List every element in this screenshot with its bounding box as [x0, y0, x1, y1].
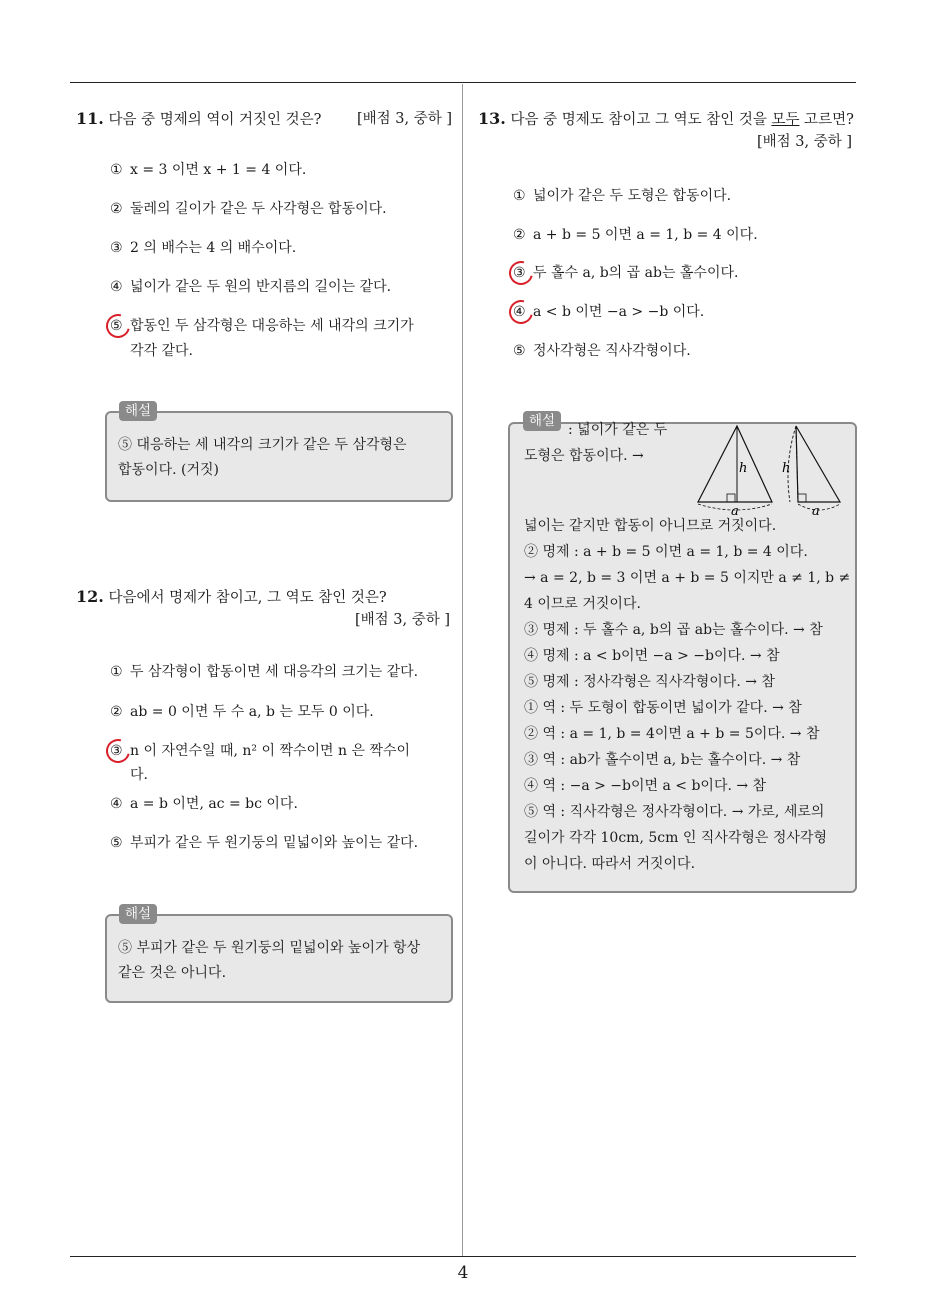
question-11	[76, 108, 454, 131]
q13-option-1[interactable]: ① 넓이가 같은 두 도형은 합동이다.	[513, 188, 732, 204]
question-13	[478, 108, 862, 153]
question-text: 다음 중 명제도 참이고 그 역도 참인 것을	[510, 112, 772, 128]
explanation-line: 4 이므로 거짓이다.	[524, 596, 641, 612]
q11-option-5-cont: 각각 같다.	[130, 343, 193, 359]
explanation-line: ① 역 : 두 도형이 합동이면 넓이가 같다. → 참	[524, 700, 802, 716]
explanation-line: ④ 역 : −a > −b이면 a < b이다. → 참	[524, 778, 767, 794]
question-12	[76, 586, 454, 631]
q12-option-5[interactable]: ⑤ 부피가 같은 두 원기둥의 밑넓이와 높이는 같다.	[110, 835, 419, 851]
q12-explanation-box	[105, 914, 453, 1003]
explanation-line: ④ 명제 : a < b이면 −a > −b이다. → 참	[524, 648, 780, 664]
triangle-figure	[694, 424, 844, 519]
figure-label-h: h	[739, 461, 748, 476]
points-row	[76, 609, 454, 631]
q11-option-1[interactable]: ① x = 3 이면 x + 1 = 4 이다.	[110, 162, 307, 178]
q11-option-2[interactable]: ② 둘레의 길이가 같은 두 사각형은 합동이다.	[110, 201, 387, 217]
question-text-end: 고르면?	[799, 112, 854, 128]
explanation-line: ③ 명제 : 두 홀수 a, b의 곱 ab는 홀수이다. → 참	[524, 622, 823, 638]
figure-label-a: a	[731, 504, 739, 519]
q13-option-5[interactable]: ⑤ 정사각형은 직사각형이다.	[513, 343, 691, 359]
q11-option-3[interactable]: ③ 2 의 배수는 4 의 배수이다.	[110, 240, 297, 256]
explanation-line: 넓이는 같지만 합동이 아니므로 거짓이다.	[524, 518, 777, 534]
q13-option-3[interactable]: ③ 두 홀수 a, b의 곱 ab는 홀수이다.	[513, 265, 739, 281]
q12-option-4[interactable]: ④ a = b 이면, ac = bc 이다.	[110, 796, 298, 812]
question-13-stem	[478, 108, 862, 131]
q11-explanation-box	[105, 411, 453, 502]
q12-option-3-cont: 다.	[130, 767, 148, 783]
points-label: [배점 3, 중하 ]	[356, 111, 452, 127]
explanation-tag: 해설	[523, 411, 561, 431]
explanation-tag: 해설	[119, 401, 157, 421]
explanation-line: 이 아니다. 따라서 거짓이다.	[524, 856, 696, 872]
question-number: 13.	[478, 109, 506, 128]
q11-option-5[interactable]: ⑤ 합동인 두 삼각형은 대응하는 세 내각의 크기가	[110, 318, 414, 334]
points-row	[478, 131, 862, 153]
explanation-line: ③ 역 : ab가 홀수이면 a, b는 홀수이다. → 참	[524, 752, 801, 768]
question-number: 11.	[76, 109, 104, 128]
explanation-line: ② 명제 : a + b = 5 이면 a = 1, b = 4 이다.	[524, 544, 808, 560]
explanation-first-line-2: 도형은 합동이다. →	[524, 448, 644, 464]
explanation-line: 같은 것은 아니다.	[118, 965, 227, 981]
explanation-line: ⑤ 부피가 같은 두 원기둥의 밑넓이와 높이가 항상	[118, 940, 421, 956]
q13-explanation-box	[508, 422, 857, 893]
explanation-line: 합동이다. (거짓)	[118, 462, 219, 478]
q11-option-4[interactable]: ④ 넓이가 같은 두 원의 반지름의 길이는 같다.	[110, 279, 392, 295]
explanation-tag: 해설	[119, 904, 157, 924]
column-divider	[462, 84, 463, 1256]
explanation-line: ② 역 : a = 1, b = 4이면 a + b = 5이다. → 참	[524, 726, 820, 742]
q12-option-1[interactable]: ① 두 삼각형이 합동이면 세 대응각의 크기는 같다.	[110, 664, 419, 680]
q13-option-4[interactable]: ④ a < b 이면 −a > −b 이다.	[513, 304, 705, 320]
figure-label-a: a	[812, 504, 820, 519]
points-label: [배점 3, 중하 ]	[756, 134, 852, 150]
page-number: 4	[457, 1263, 469, 1283]
explanation-line: 길이가 각각 10cm, 5cm 인 직사각형은 정사각형	[524, 830, 827, 846]
q12-option-2[interactable]: ② ab = 0 이면 두 수 a, b 는 모두 0 이다.	[110, 704, 374, 720]
question-text: 다음에서 명제가 참이고, 그 역도 참인 것은?	[108, 590, 387, 606]
q12-option-3[interactable]: ③ n 이 자연수일 때, n² 이 짝수이면 n 은 짝수이	[110, 743, 411, 759]
question-12-stem	[76, 586, 454, 609]
explanation-line: ⑤ 대응하는 세 내각의 크기가 같은 두 삼각형은	[118, 437, 407, 453]
question-11-stem	[76, 108, 454, 131]
points-label: [배점 3, 중하 ]	[354, 612, 450, 628]
question-text: 다음 중 명제의 역이 거짓인 것은?	[108, 112, 322, 128]
q13-option-2[interactable]: ② a + b = 5 이면 a = 1, b = 4 이다.	[513, 227, 758, 243]
explanation-line: → a = 2, b = 3 이면 a + b = 5 이지만 a ≠ 1, b ≠	[524, 570, 851, 586]
explanation-line: ⑤ 명제 : 정사각형은 직사각형이다. → 참	[524, 674, 775, 690]
explanation-first-line: : 넓이가 같은 두	[568, 422, 668, 438]
explanation-line: ⑤ 역 : 직사각형은 정사각형이다. → 가로, 세로의	[524, 804, 825, 820]
underlined-word: 모두	[771, 112, 800, 128]
top-rule	[70, 82, 856, 83]
bottom-rule	[70, 1256, 856, 1257]
figure-label-h: h	[782, 461, 791, 476]
question-number: 12.	[76, 587, 104, 606]
